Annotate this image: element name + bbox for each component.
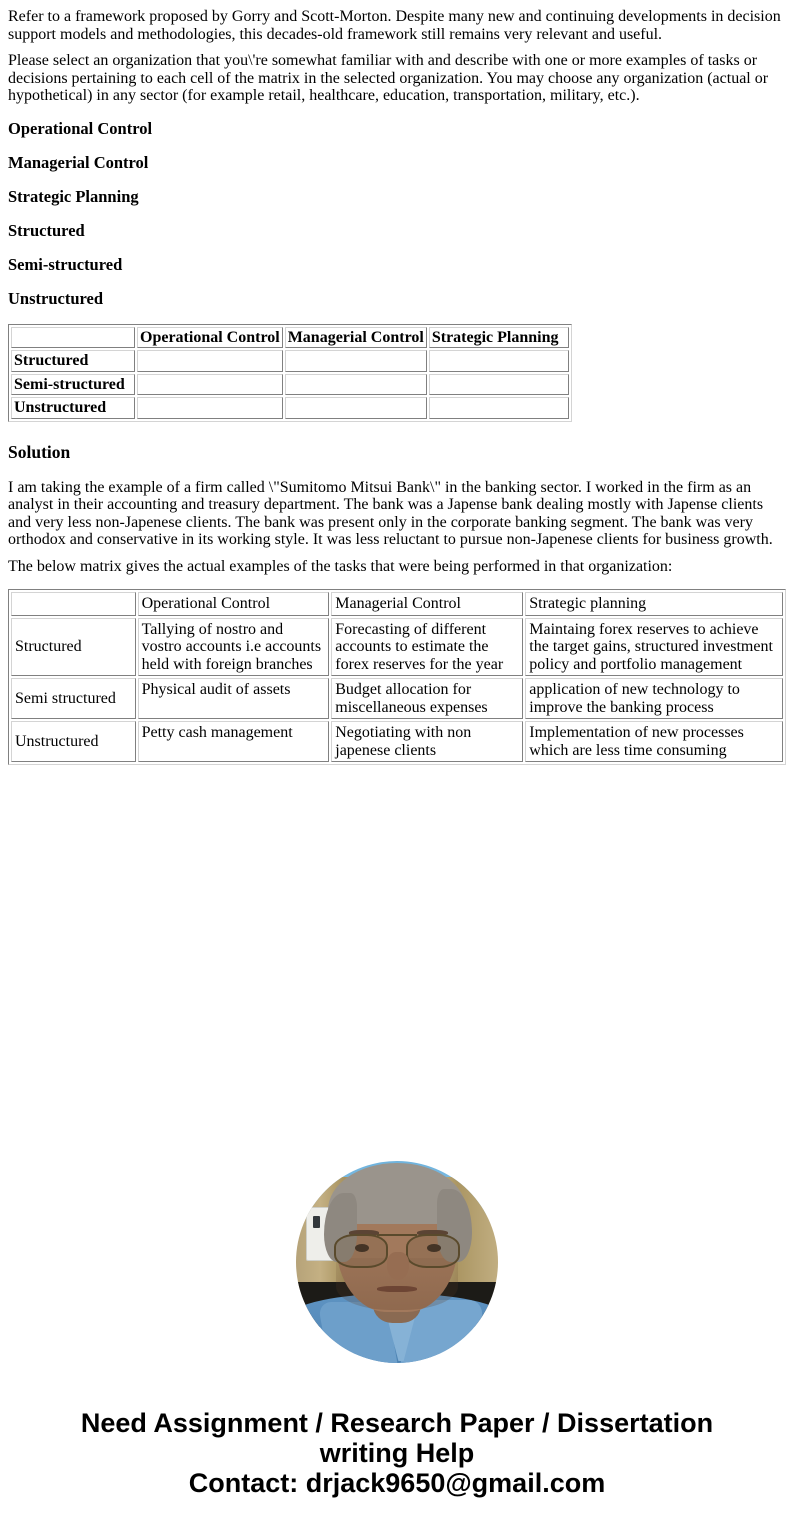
photo-mouth bbox=[377, 1286, 417, 1292]
heading-strategic-planning: Strategic Planning bbox=[8, 186, 139, 206]
filled-cell-structured-strategic: Maintaing forex reserves to achieve the target gains, structured investment policy and portfolio management bbox=[525, 618, 783, 677]
promo-line-1: Need Assignment / Research Paper / Dissertation bbox=[80, 1408, 714, 1438]
matrix-cell-structured-managerial bbox=[285, 350, 427, 372]
filled-column-header-managerial-control: Managerial Control bbox=[331, 592, 523, 616]
table-row bbox=[11, 374, 569, 396]
matrix-cell-unstructured-operational bbox=[137, 397, 283, 419]
intro-paragraph-2: Please select an organization that you\'re somewhat familiar with and describe with one or more examples of tasks or decisions pertaining to each cell of the matrix in the selected organization. You may choose any organization (actual or hypothetical) in any sector (for example retail, healthcare, education, transportation, military, etc.). bbox=[8, 52, 769, 104]
solution-paragraph-2: The below matrix gives the actual examples of the tasks that were being performed in that organization: bbox=[8, 557, 673, 575]
filled-cell-semistructured-managerial: Budget allocation for miscellaneous expenses bbox=[331, 678, 523, 719]
filled-row-header-unstructured: Unstructured bbox=[11, 721, 136, 762]
filled-matrix-corner-cell bbox=[11, 592, 136, 616]
matrix-cell-structured-operational bbox=[137, 350, 283, 372]
intro-paragraph-1: Refer to a framework proposed by Gorry and Scott-Morton. Despite many new and continuing developments in decision support models and methodologies, this decades-old framework still remains very relevant and useful. bbox=[8, 8, 781, 43]
heading-structured: Structured bbox=[8, 220, 85, 240]
filled-cell-unstructured-strategic: Implementation of new processes which are less time consuming bbox=[525, 721, 783, 762]
filled-row-header-structured: Structured bbox=[11, 618, 136, 677]
heading-managerial-control: Managerial Control bbox=[8, 152, 149, 172]
table-row bbox=[11, 350, 569, 372]
photo-glasses-bridge bbox=[377, 1234, 417, 1236]
heading-semi-structured: Semi-structured bbox=[8, 254, 123, 274]
row-header-structured: Structured bbox=[11, 350, 135, 372]
column-header-strategic-planning: Strategic Planning bbox=[429, 327, 569, 349]
matrix-cell-unstructured-strategic bbox=[429, 397, 569, 419]
matrix-cell-semistructured-managerial bbox=[285, 374, 427, 396]
promo-banner bbox=[0, 1408, 794, 1498]
filled-column-header-strategic-planning: Strategic planning bbox=[525, 592, 783, 616]
row-header-semi-structured: Semi-structured bbox=[11, 374, 135, 396]
filled-column-header-operational-control: Operational Control bbox=[138, 592, 330, 616]
column-header-managerial-control: Managerial Control bbox=[285, 327, 427, 349]
profile-photo-icon bbox=[296, 1161, 498, 1363]
solution-paragraph-1: I am taking the example of a firm called \"Sumitomo Mitsui Bank\" in the banking sector. I worked in the firm as an analyst in their accounting and treasury department. The bank was a Japense bank dealing mostly with Japense clients and very less non-Japenese clients. The bank was present only in the corporate banking segment. The bank was very orthodox and conservative in its working style. It was less reluctant to pursue non-Japenese clients for business growth. bbox=[8, 478, 773, 548]
table-row bbox=[11, 327, 569, 349]
row-header-unstructured: Unstructured bbox=[11, 397, 135, 419]
heading-unstructured: Unstructured bbox=[8, 288, 104, 308]
promo-line-2: writing Help bbox=[319, 1438, 475, 1468]
filled-cell-structured-managerial: Forecasting of different accounts to estimate the forex reserves for the year bbox=[331, 618, 523, 677]
promo-line-3: Contact: drjack9650@gmail.com bbox=[188, 1468, 606, 1498]
table-row bbox=[11, 618, 783, 677]
filled-cell-unstructured-managerial: Negotiating with non japenese clients bbox=[331, 721, 523, 762]
table-row bbox=[11, 592, 783, 616]
photo-nose bbox=[387, 1252, 409, 1280]
table-row bbox=[11, 397, 569, 419]
heading-operational-control: Operational Control bbox=[8, 118, 153, 138]
matrix-cell-structured-strategic bbox=[429, 350, 569, 372]
table-row bbox=[11, 721, 783, 762]
photo-lens-right bbox=[406, 1234, 460, 1268]
document-body bbox=[0, 8, 794, 765]
filled-cell-unstructured-operational: Petty cash management bbox=[138, 721, 330, 762]
filled-cell-semistructured-operational: Physical audit of assets bbox=[138, 678, 330, 719]
matrix-corner-cell bbox=[11, 327, 135, 349]
matrix-cell-semistructured-strategic bbox=[429, 374, 569, 396]
filled-cell-semistructured-strategic: application of new technology to improve the banking process bbox=[525, 678, 783, 719]
filled-row-header-semi-structured: Semi structured bbox=[11, 678, 136, 719]
photo-lens-left bbox=[334, 1234, 388, 1268]
solution-heading: Solution bbox=[8, 441, 71, 462]
column-header-operational-control: Operational Control bbox=[137, 327, 283, 349]
table-row bbox=[11, 678, 783, 719]
matrix-cell-unstructured-managerial bbox=[285, 397, 427, 419]
avatar bbox=[296, 1161, 498, 1363]
matrix-cell-semistructured-operational bbox=[137, 374, 283, 396]
blank-matrix-table bbox=[8, 324, 572, 422]
filled-cell-structured-operational: Tallying of nostro and vostro accounts i.e accounts held with foreign branches bbox=[138, 618, 330, 677]
filled-matrix-table bbox=[8, 589, 786, 765]
